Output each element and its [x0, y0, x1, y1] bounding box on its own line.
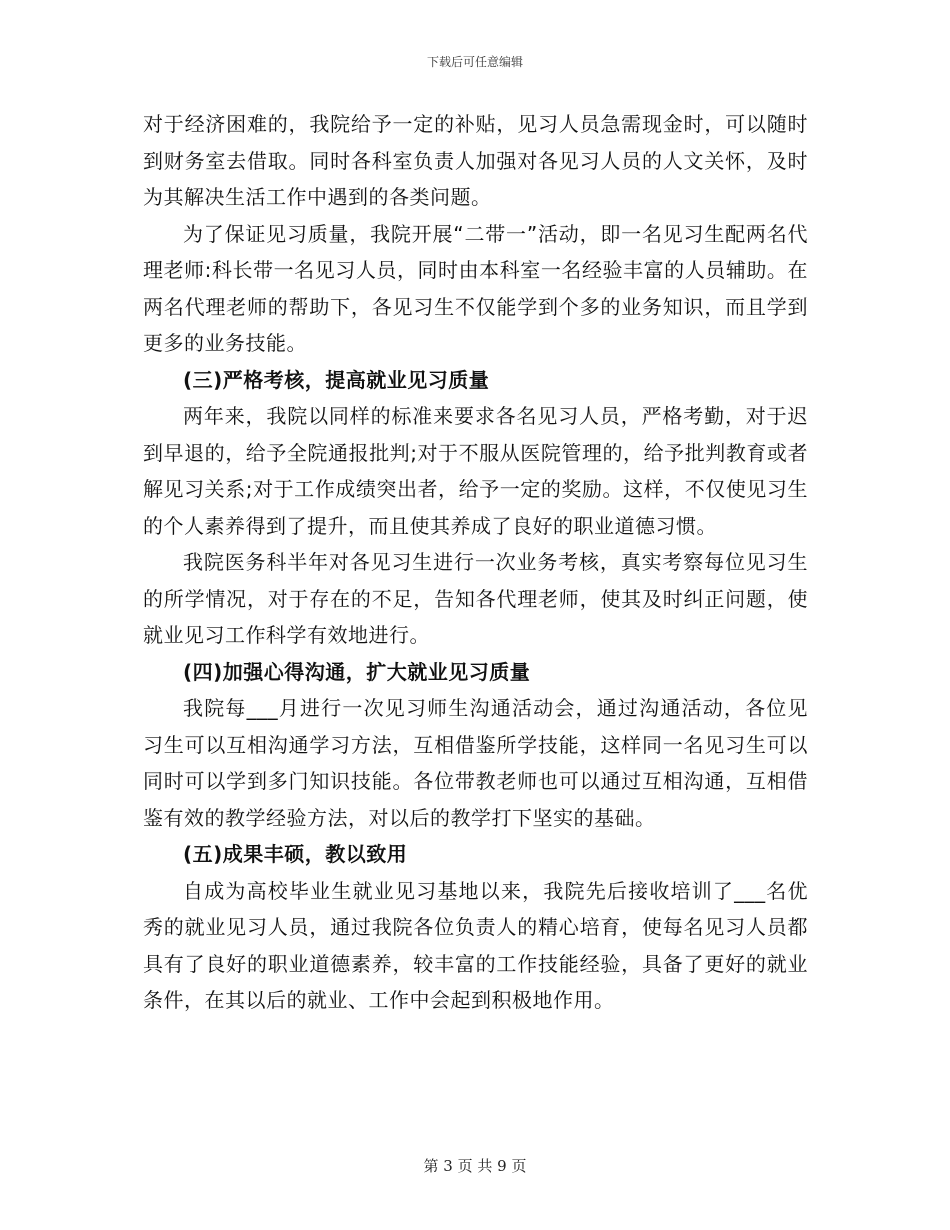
paragraph-attendance: 两年来，我院以同样的标准来要求各名见习人员，严格考勤，对于迟到早退的，给予全院通报批判;对于不服从医院管理的，给予批判教育或者解见习关系;对于工作成绩突出者，给予一定的奖励。这样，不仅使见习生的个人素养得到了提升，而且使其养成了良好的职业道德习惯。 [143, 404, 808, 538]
paragraph-continuation: 对于经济困难的，我院给予一定的补贴，见习人员急需现金时，可以随时到财务室去借取。同时各科室负责人加强对各见习人员的人文关怀，及时为其解决生活工作中遇到的各类问题。 [143, 112, 808, 209]
page-header: 下载后可任意编辑 [426, 55, 523, 69]
paragraph-mentoring: 为了保证见习质量，我院开展“二带一”活动，即一名见习生配两名代理老师:科长带一名见习人员，同时由本科室一名经验丰富的人员辅助。在两名代理老师的帮助下，各见习生不仅能学到个多的业务知识，而且学到更多的业务技能。 [143, 221, 808, 355]
paragraph-results: 自成为高校毕业生就业见习基地以来，我院先后接收培训了___名优秀的就业见习人员，通过我院各位负责人的精心培育，使每名见习人员都具有了良好的职业道德素养，较丰富的工作技能经验，具备了更好的就业条件，在其以后的就业、工作中会起到积极地作用。 [143, 878, 808, 1012]
paragraph-communication: 我院每___月进行一次见习师生沟通活动会，通过沟通活动，各位见习生可以互相沟通学习方法，互相借鉴所学技能，这样同一名见习生可以同时可以学到多门知识技能。各位带教老师也可以通过互相沟通，互相借鉴有效的教学经验方法，对以后的教学打下坚实的基础。 [143, 696, 808, 830]
section-heading-4: (四)加强心得沟通，扩大就业见习质量 [183, 659, 531, 684]
document-body [143, 106, 808, 1019]
section-heading-3: (三)严格考核，提高就业见习质量 [183, 367, 490, 392]
paragraph-assessment: 我院医务科半年对各见习生进行一次业务考核，真实考察每位见习生的所学情况，对于存在的不足，告知各代理老师，使其及时纠正问题，使就业见习工作科学有效地进行。 [143, 550, 808, 647]
section-heading-5: (五)成果丰硕，教以致用 [183, 842, 408, 866]
page-number-footer: 第 3 页 共 9 页 [423, 1157, 527, 1175]
